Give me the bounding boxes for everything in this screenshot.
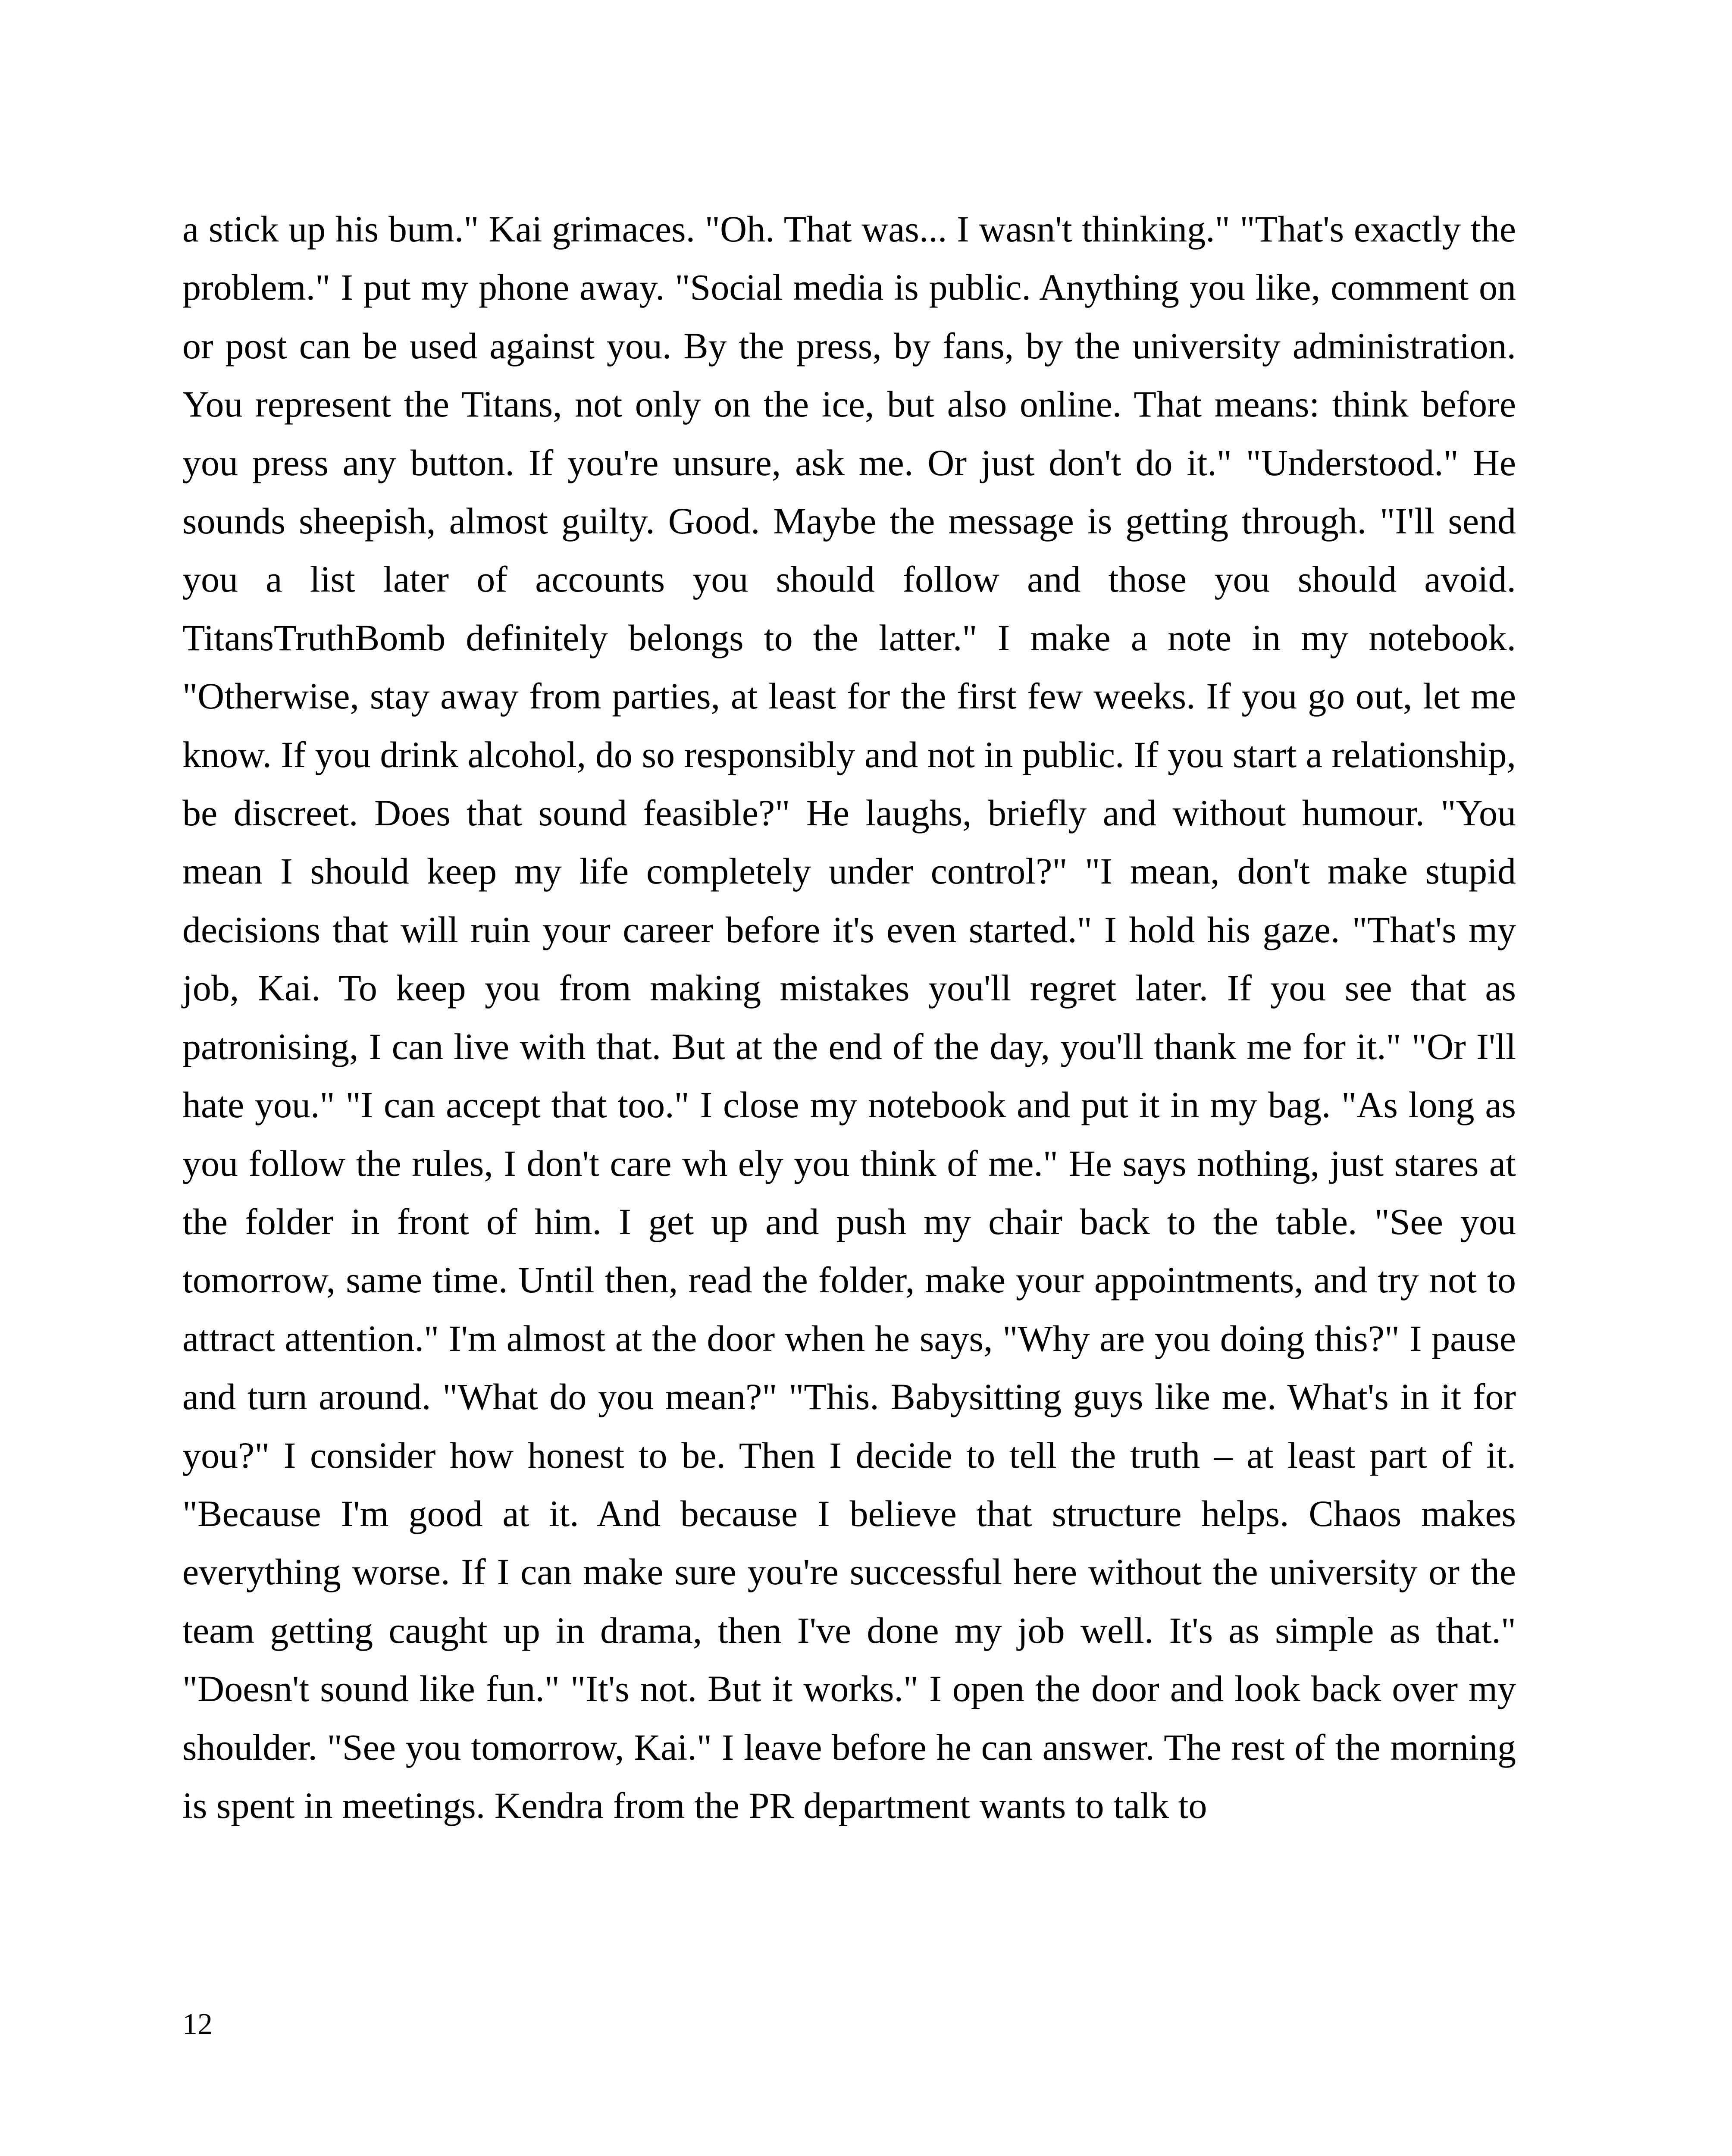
- page-number: 12: [182, 2008, 213, 2041]
- body-text: a stick up his bum." Kai grimaces. "Oh. That was... I wasn't thinking." "That's exactly the problem." I put my phone away. "Social media is public. Anything you like, comment on or post can be used against you. By the press, by fans, by the university administration. You represent the Titans, not only on the ice, but also online. That means: think before you press any button. If you're unsure, ask me. Or just don't do it." "Understood." He sounds sheepish, almost guilty. Good. Maybe the message is getting through. "I'll send you a list later of accounts you should follow and those you should avoid. TitansTruthBomb definitely belongs to the latter." I make a note in my notebook. "Otherwise, stay away from parties, at least for the first few weeks. If you go out, let me know. If you drink alcohol, do so responsibly and not in public. If you start a relationship, be discreet. Does that sound feasible?" He laughs, briefly and without humour. "You mean I should keep my life completely under control?" "I mean, don't make stupid decisions that will ruin your career before it's even started." I hold his gaze. "That's my job, Kai. To keep you from making mistakes you'll regret later. If you see that as patronising, I can live with that. But at the end of the day, you'll thank me for it." "Or I'll hate you." "I can accept that too." I close my notebook and put it in my bag. "As long as you follow the rules, I don't care wh ely you think of me." He says nothing, just stares at the folder in front of him. I get up and push my chair back to the table. "See you tomorrow, same time. Until then, read the folder, make your appointments, and try not to attract attention." I'm almost at the door when he says, "Why are you doing this?" I pause and turn around. "What do you mean?" "This. Babysitting guys like me. What's in it for you?" I consider how honest to be. Then I decide to tell the truth – at least part of it. "Because I'm good at it. And because I believe that structure helps. Chaos makes everything worse. If I can make sure you're successful here without the university or the team getting caught up in drama, then I've done my job well. It's as simple as that." "Doesn't sound like fun." "It's not. But it works." I open the door and look back over my shoulder. "See you tomorrow, Kai." I leave before he can answer. The rest of the morning is spent in meetings. Kendra from the PR department wants to talk to: [182, 208, 1516, 1826]
